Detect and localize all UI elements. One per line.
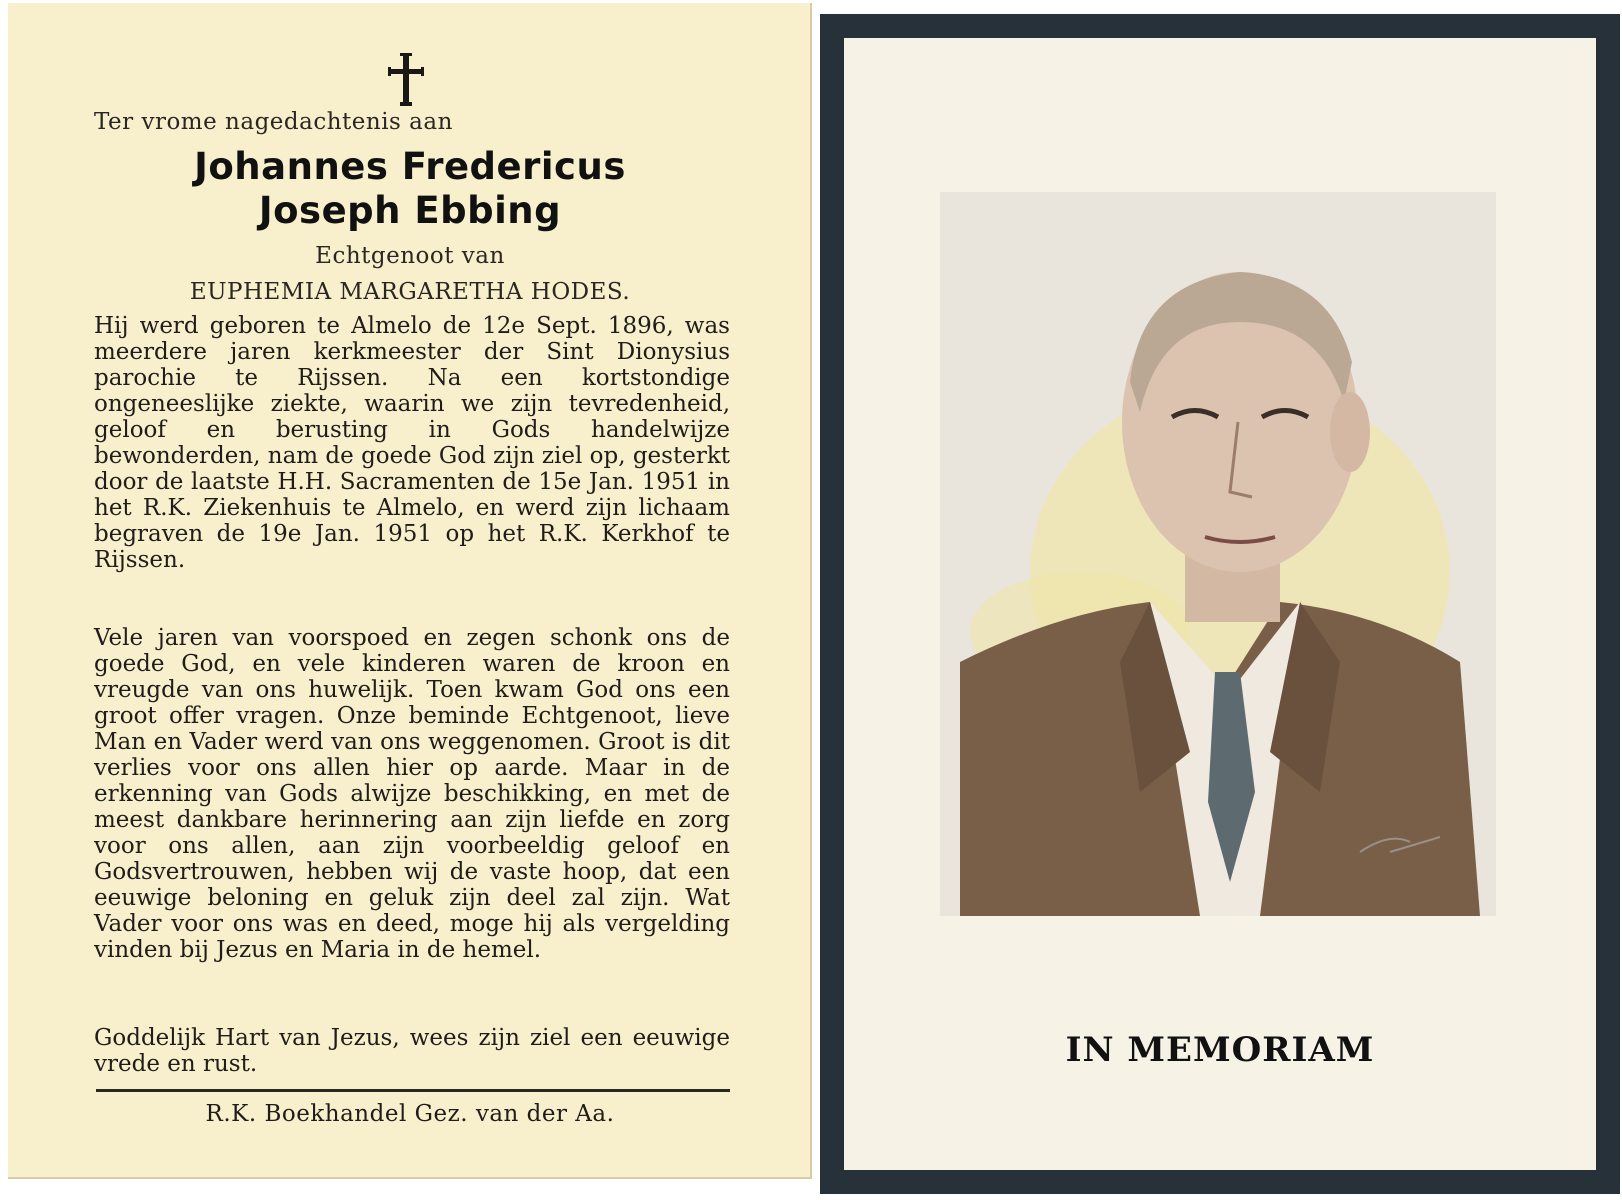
deceased-name-line1: Johannes Fredericus (194, 145, 626, 188)
deceased-name-line2: Joseph Ebbing (258, 189, 562, 232)
biography-paragraph: Hij werd geboren te Almelo de 12e Sept. 1896, was meerdere jaren kerkmeester der Sint Dionysius parochie te Rijssen. Na een kortstondige ongeneeslijke ziekte, waarin we zijn tevredenheid, geloof en berusting in Gods handelwijze bewonderden, nam de goede God zijn ziel op, gesterkt door de laatste H.H. Sacramenten de 15e Jan. 1951 in het R.K. Ziekenhuis te Almelo, en werd zijn lichaam begraven de 19e Jan. 1951 op het R.K. Kerkhof te Rijssen. (94, 313, 730, 573)
spouse-name: EUPHEMIA MARGARETHA HODES. (189, 279, 631, 305)
publisher-line: R.K. Boekhandel Gez. van der Aa. (205, 1101, 615, 1127)
remembrance-paragraph: Vele jaren van voorspoed en zegen schonk ons de goede God, en vele kinderen waren de kroon en vreugde van ons huwelijk. Toen kwam God ons een groot offer vragen. Onze beminde Echtgenoot, lieve Man en Vader werd van ons weggenomen. Groot is dit verlies voor ons allen hier op aarde. Maar in de erkenning van Gods alwijze beschikking, en met de meest dankbare herinnering aan zijn liefde en zorg voor ons allen, aan zijn voorbeeldig geloof en Godsvertrouwen, hebben wij de vaste hoop, dat een eeuwige beloning en geluk zijn deel zal zijn. Wat Vader voor ons was en deed, moge hij als vergelding vinden bij Jezus en Maria in de hemel. (94, 625, 730, 963)
card-inner-paper (844, 38, 1596, 1170)
portrait-photo (940, 192, 1496, 916)
spouse-label: Echtgenoot van (315, 243, 505, 269)
dedication-intro: Ter vrome nagedachtenis aan (94, 109, 453, 135)
cross-icon (386, 49, 426, 109)
prayer-card-portrait-side (820, 14, 1620, 1194)
prayer-paragraph: Goddelijk Hart van Jezus, wees zijn ziel een eeuwige vrede en rust. (94, 1025, 730, 1077)
prayer-card-text-side (8, 3, 812, 1179)
in-memoriam-title: IN MEMORIAM (1065, 1030, 1375, 1070)
divider (96, 1089, 730, 1092)
portrait-illustration (940, 192, 1496, 916)
